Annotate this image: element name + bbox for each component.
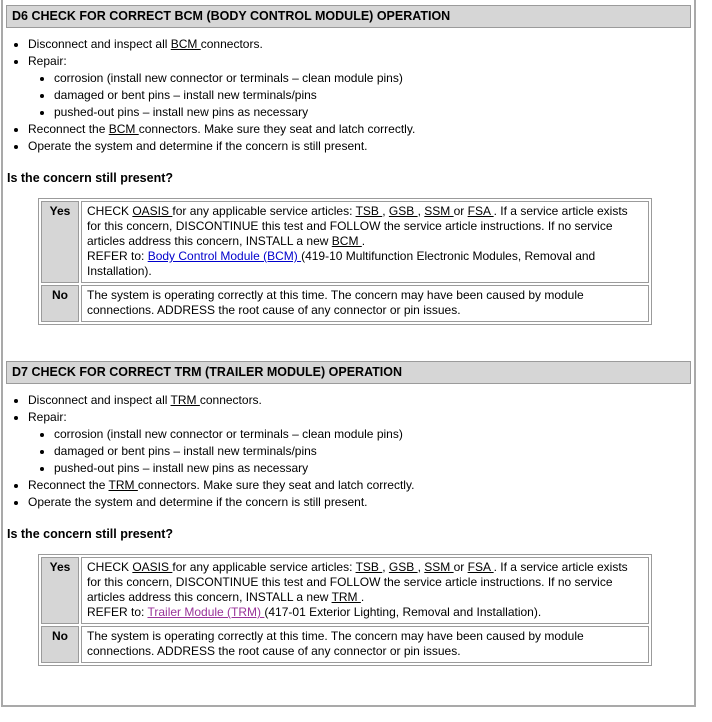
text-run: Repair: (28, 410, 67, 424)
text-run: Disconnect and inspect all (28, 393, 171, 407)
text-run: or (453, 204, 468, 218)
trm-module-link[interactable]: Trailer Module (TRM) (147, 605, 265, 619)
instruction-item (28, 409, 692, 476)
instruction-subitem (54, 460, 692, 476)
text-run: corrosion (install new connector or terminals – clean module pins) (54, 71, 403, 85)
text-run: pushed-out pins – install new pins as necessary (54, 105, 309, 119)
answer-content-no (81, 626, 649, 663)
instruction-list (5, 392, 692, 510)
text-run: BCM (108, 122, 139, 136)
instruction-text (28, 54, 67, 68)
instruction-subitem (54, 70, 692, 86)
text-run: connectors. (200, 37, 263, 51)
answer-row-no (41, 626, 649, 663)
answer-label-yes: Yes (41, 557, 79, 624)
text-run: TSB (355, 204, 383, 218)
text-run: TSB (355, 560, 383, 574)
text-run: connectors. (199, 393, 262, 407)
pinpoint-test-step-d7 (5, 361, 692, 666)
answer-row-yes (41, 201, 649, 283)
text-run: . If a service article exists for this concern, DISCONTINUE this test and FOLLOW the service article instructions. If no service articles address this concern, INSTALL a new (87, 204, 628, 248)
text-run: OASIS (132, 560, 173, 574)
instruction-item (28, 494, 692, 510)
text-run: , (382, 560, 389, 574)
text-run: Operate the system and determine if the concern is still present. (28, 139, 368, 153)
text-run: SSM (424, 204, 454, 218)
answer-table (38, 198, 652, 325)
text-run: Operate the system and determine if the concern is still present. (28, 495, 368, 509)
instruction-item (28, 477, 692, 493)
answer-row-no (41, 285, 649, 322)
text-run: TRM (331, 590, 361, 604)
text-run: TRM (170, 393, 200, 407)
text-run: GSB (388, 204, 418, 218)
text-run: damaged or bent pins – install new terminals/pins (54, 444, 317, 458)
text-run: OASIS (132, 204, 173, 218)
instruction-subitem (54, 426, 692, 442)
text-run: (417-01 Exterior Lighting, Removal and Installation). (264, 605, 542, 619)
text-run: for any applicable service articles: (172, 204, 356, 218)
question-text: Is the concern still present? (7, 527, 174, 541)
step-header-d6: D6 CHECK FOR CORRECT BCM (BODY CONTROL MODULE) OPERATION (6, 5, 691, 28)
answer-content-yes (81, 201, 649, 283)
instruction-item (28, 53, 692, 120)
answer-label-no: No (41, 626, 79, 663)
question-text: Is the concern still present? (7, 171, 174, 185)
text-run: BCM (170, 37, 201, 51)
answer-content-yes (81, 557, 649, 624)
answer-content-no (81, 285, 649, 322)
text-run: REFER to: (87, 249, 148, 263)
text-run: Reconnect the (28, 478, 109, 492)
instruction-item (28, 138, 692, 154)
text-run: The system is operating correctly at this time. The concern may have been caused by module connections. ADDRESS the root cause of any connector or pin issues. (87, 288, 584, 317)
text-run: pushed-out pins – install new pins as necessary (54, 461, 309, 475)
text-run: damaged or bent pins – install new terminals/pins (54, 88, 317, 102)
text-run: , (417, 560, 425, 574)
service-procedure-document (1, 0, 696, 707)
instruction-list (5, 36, 692, 154)
text-run: . (361, 234, 366, 248)
pinpoint-test-step-d6 (5, 5, 692, 325)
instruction-item (28, 121, 692, 137)
text-run: CHECK (87, 560, 133, 574)
instruction-subitem (54, 87, 692, 103)
instruction-item (28, 36, 692, 52)
text-run: or (453, 560, 468, 574)
text-run: Disconnect and inspect all (28, 37, 171, 51)
instruction-text (28, 410, 67, 424)
text-run: (419-10 Multifunction Electronic Modules, Removal and Installation). (87, 249, 596, 278)
bcm-module-link[interactable]: Body Control Module (BCM) (147, 249, 302, 263)
text-run: TRM (108, 478, 138, 492)
text-run: The system is operating correctly at this time. The concern may have been caused by module connections. ADDRESS the root cause of any connector or pin issues. (87, 629, 584, 658)
text-run: connectors. Make sure they seat and latch correctly. (138, 122, 416, 136)
text-run: corrosion (install new connector or terminals – clean module pins) (54, 427, 403, 441)
answer-row-yes (41, 557, 649, 624)
answer-label-yes: Yes (41, 201, 79, 283)
instruction-subitem (54, 443, 692, 459)
step-header-d7: D7 CHECK FOR CORRECT TRM (TRAILER MODULE) OPERATION (6, 361, 691, 384)
text-run: GSB (388, 560, 418, 574)
text-run: connectors. Make sure they seat and latch correctly. (137, 478, 415, 492)
text-run: BCM (331, 234, 362, 248)
text-run: REFER to: (87, 605, 148, 619)
answer-label-no: No (41, 285, 79, 322)
text-run: FSA (467, 560, 494, 574)
text-run: Reconnect the (28, 122, 109, 136)
answer-table (38, 554, 652, 666)
text-run: , (417, 204, 425, 218)
text-run: CHECK (87, 204, 133, 218)
text-run: FSA (467, 204, 494, 218)
text-run: . If a service article exists for this concern, DISCONTINUE this test and FOLLOW the service article instructions. If no service articles address this concern, INSTALL a new (87, 560, 628, 604)
text-run: Repair: (28, 54, 67, 68)
text-run: , (382, 204, 389, 218)
text-run: SSM (424, 560, 454, 574)
text-run: . (360, 590, 365, 604)
text-run: for any applicable service articles: (172, 560, 356, 574)
repair-sublist (28, 426, 692, 476)
instruction-item (28, 392, 692, 408)
instruction-subitem (54, 104, 692, 120)
repair-sublist (28, 70, 692, 120)
